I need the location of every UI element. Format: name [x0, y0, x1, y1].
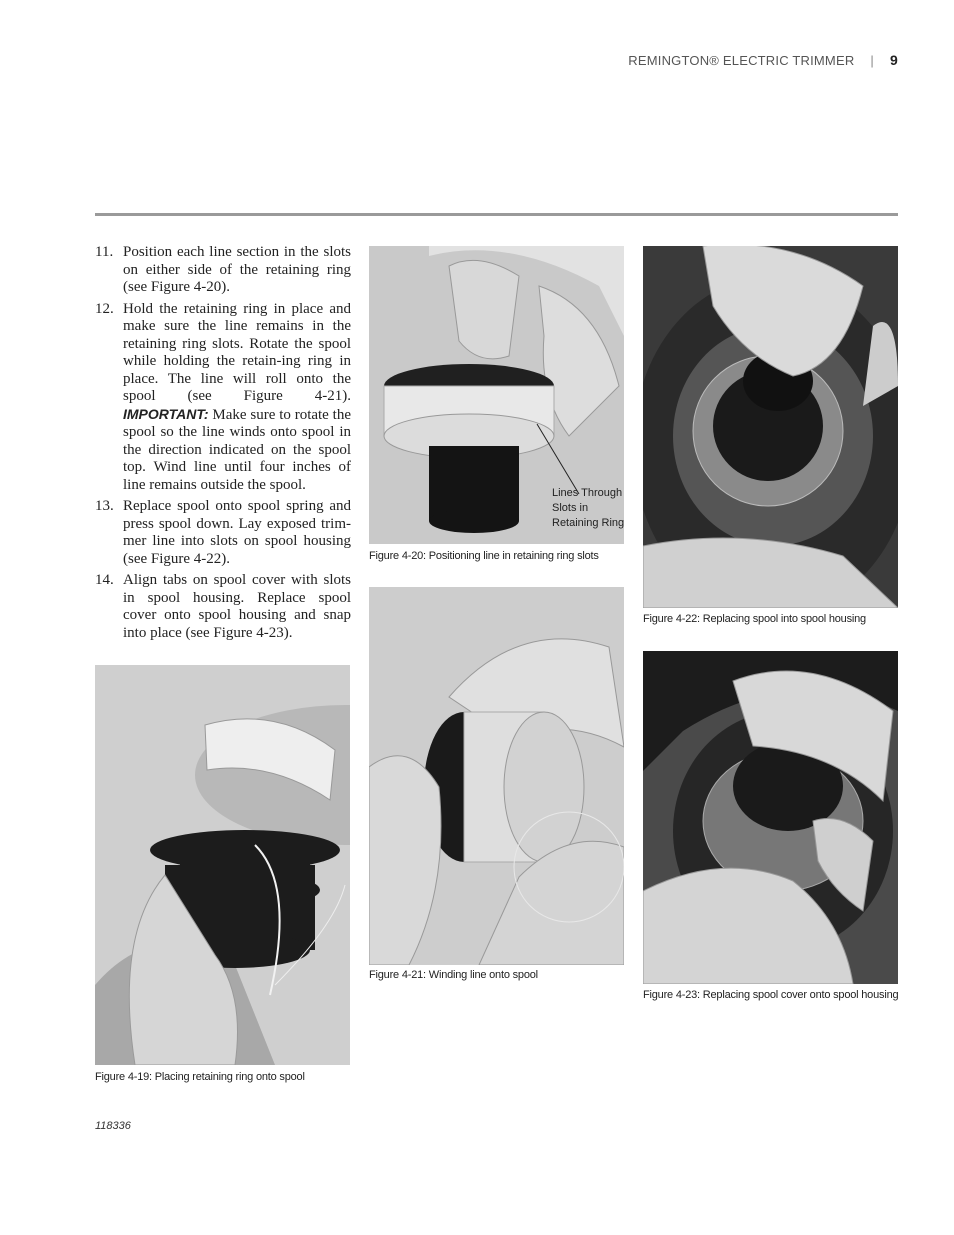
step-number: 13.	[95, 498, 114, 514]
page-header	[628, 52, 898, 68]
step-text: Align tabs on spool cover with slots in spool housing. Replace spool cover onto spool housing and snap into place (see Figure 4-23).	[123, 572, 351, 641]
step-number: 14.	[95, 572, 114, 588]
document-number: 118336	[95, 1120, 131, 1132]
figure-4-23-caption: Figure 4-23: Replacing spool cover onto spool housing	[643, 989, 899, 1001]
step-14	[95, 572, 351, 642]
step-11	[95, 244, 351, 297]
header-title: REMINGTON® ELECTRIC TRIMMER	[628, 52, 855, 68]
spool-housing-illustration	[643, 246, 898, 608]
step-12	[95, 301, 351, 495]
page-number: 9	[890, 52, 898, 68]
step-text: Position each line section in the slots on either side of the retaining ring (see Figure 4-20).	[123, 244, 351, 295]
figure-4-20-callout	[552, 486, 632, 531]
figure-4-21-photo	[369, 587, 624, 965]
step-number: 12.	[95, 300, 114, 317]
spool-cover-illustration	[643, 651, 898, 984]
callout-line: Lines Through	[552, 487, 623, 499]
figure-4-23-photo	[643, 651, 898, 984]
step-text: Replace spool onto spool spring and press spool down. Lay exposed trim-mer line into slots on spool housing (see Figure 4-22).	[123, 498, 351, 567]
instruction-steps	[95, 244, 351, 646]
step-text-container	[123, 301, 351, 495]
callout-line: Slots in	[552, 502, 589, 514]
header-separator: |	[870, 52, 874, 68]
spool-ring-illustration	[95, 665, 350, 1065]
callout-line: Retaining Ring	[552, 517, 625, 529]
step-number: 11.	[95, 244, 114, 260]
figure-4-21-caption: Figure 4-21: Winding line onto spool	[369, 969, 538, 981]
winding-line-illustration	[369, 587, 624, 965]
figure-4-22-caption: Figure 4-22: Replacing spool into spool housing	[643, 613, 866, 625]
important-text: Make sure to rotate the spool so the line winds onto spool in the direction indicated on the spool top. Wind line until four inches of line remains outside the spool.	[123, 406, 351, 493]
figure-4-22-photo	[643, 246, 898, 608]
header-rule	[95, 213, 898, 216]
figure-4-19-caption: Figure 4-19: Placing retaining ring onto spool	[95, 1071, 305, 1083]
step-text: Hold the retaining ring in place and make sure the line remains in the retaining ring slots. Rotate the spool while holding the retain-ing ring in place. The line will roll onto the spool (see Figure 4-21).	[123, 300, 351, 404]
figure-4-19-photo	[95, 665, 350, 1065]
important-label: IMPORTANT:	[123, 405, 209, 422]
step-13	[95, 498, 351, 568]
figure-4-20-caption: Figure 4-20: Positioning line in retaining ring slots	[369, 550, 599, 562]
